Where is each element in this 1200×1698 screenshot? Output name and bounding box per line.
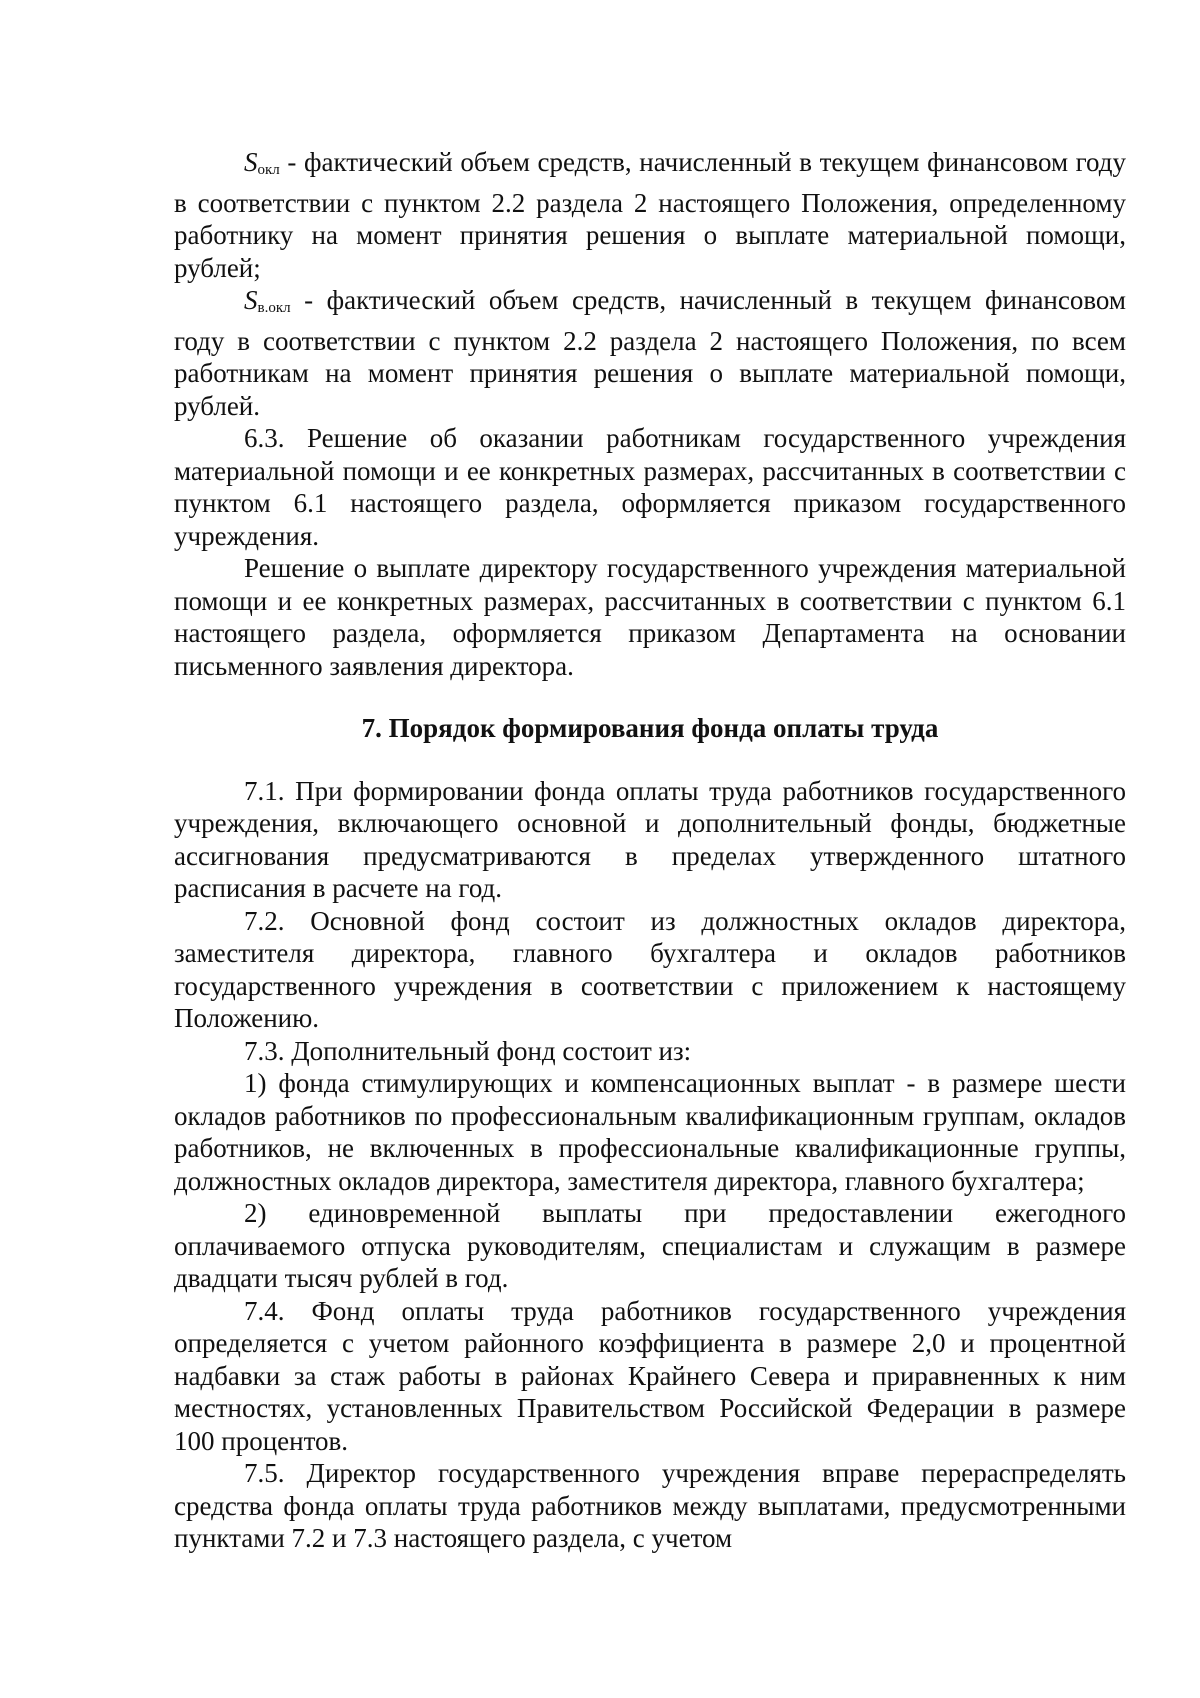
formula-symbol: S bbox=[244, 285, 258, 315]
paragraph-7-4: 7.4. Фонд оплаты труда работников государственного учреждения определяется с учетом районного коэффициента в размере 2,0 и процентной надбавки за стаж работы в районах Крайнего Севера и приравненных к ним местностях, установленных Правительством Российской Федерации в размере 100 процентов. bbox=[174, 1295, 1126, 1456]
formula-definition-text: - фактический объем средств, начисленный в текущем финансовом году в соответствии с пунктом 2.2 раздела 2 настоящего Положения, определенному работнику на момент принятия решения о выплате материальной помощи, рублей; bbox=[174, 147, 1126, 283]
paragraph-7-3-item-2: 2) единовременной выплаты при предоставлении ежегодного оплачиваемого отпуска руководителям, специалистам и служащим в размере двадцати тысяч рублей в год. bbox=[174, 1198, 1126, 1293]
document-page bbox=[174, 146, 1126, 1555]
paragraph-7-2: 7.2. Основной фонд состоит из должностных окладов директора, заместителя директора, главного бухгалтера и окладов работников государственного учреждения в соответствии с приложением к настоящему Положению. bbox=[174, 905, 1126, 1033]
formula-definition-s-v-okl bbox=[174, 284, 1126, 422]
formula-symbol: S bbox=[244, 147, 258, 177]
formula-definition-s-okl bbox=[174, 146, 1126, 284]
formula-definition-text: - фактический объем средств, начисленный в текущем финансовом году в соответствии с пунктом 2.2 раздела 2 настоящего Положения, по всем работникам на момент принятия решения о выплате материальной помощи, рублей. bbox=[174, 285, 1126, 421]
paragraph-6-3-director: Решение о выплате директору государственного учреждения материальной помощи и ее конкретных размерах, рассчитанных в соответствии с пунктом 6.1 настоящего раздела, оформляется приказом Департамента на основании письменного заявления директора. bbox=[174, 553, 1126, 681]
paragraph-6-3: 6.3. Решение об оказании работникам государственного учреждения материальной помощи и ее конкретных размерах, рассчитанных в соответствии с пунктом 6.1 настоящего раздела, оформляется приказом государственного учреждения. bbox=[174, 423, 1126, 551]
formula-subscript: в.окл bbox=[257, 300, 291, 316]
paragraph-7-3-item-1: 1) фонда стимулирующих и компенсационных выплат - в размере шести окладов работников по профессиональным квалификационным группам, окладов работников, не включенных в профессиональные квалификационные группы, должностных окладов директора, заместителя директора, главного бухгалтера; bbox=[174, 1068, 1126, 1196]
paragraph-7-5: 7.5. Директор государственного учреждения вправе перераспределять средства фонда оплаты труда работников между выплатами, предусмотренными пунктами 7.2 и 7.3 настоящего раздела, с учетом bbox=[174, 1458, 1126, 1553]
section-7-heading: 7. Порядок формирования фонда оплаты труда bbox=[361, 713, 939, 743]
paragraph-7-1: 7.1. При формировании фонда оплаты труда работников государственного учреждения, включающего основной и дополнительный фонды, бюджетные ассигнования предусматриваются в пределах утвержденного штатного расписания в расчете на год. bbox=[174, 775, 1126, 903]
formula-subscript: окл bbox=[257, 162, 280, 178]
paragraph-7-3: 7.3. Дополнительный фонд состоит из: bbox=[244, 1035, 692, 1066]
